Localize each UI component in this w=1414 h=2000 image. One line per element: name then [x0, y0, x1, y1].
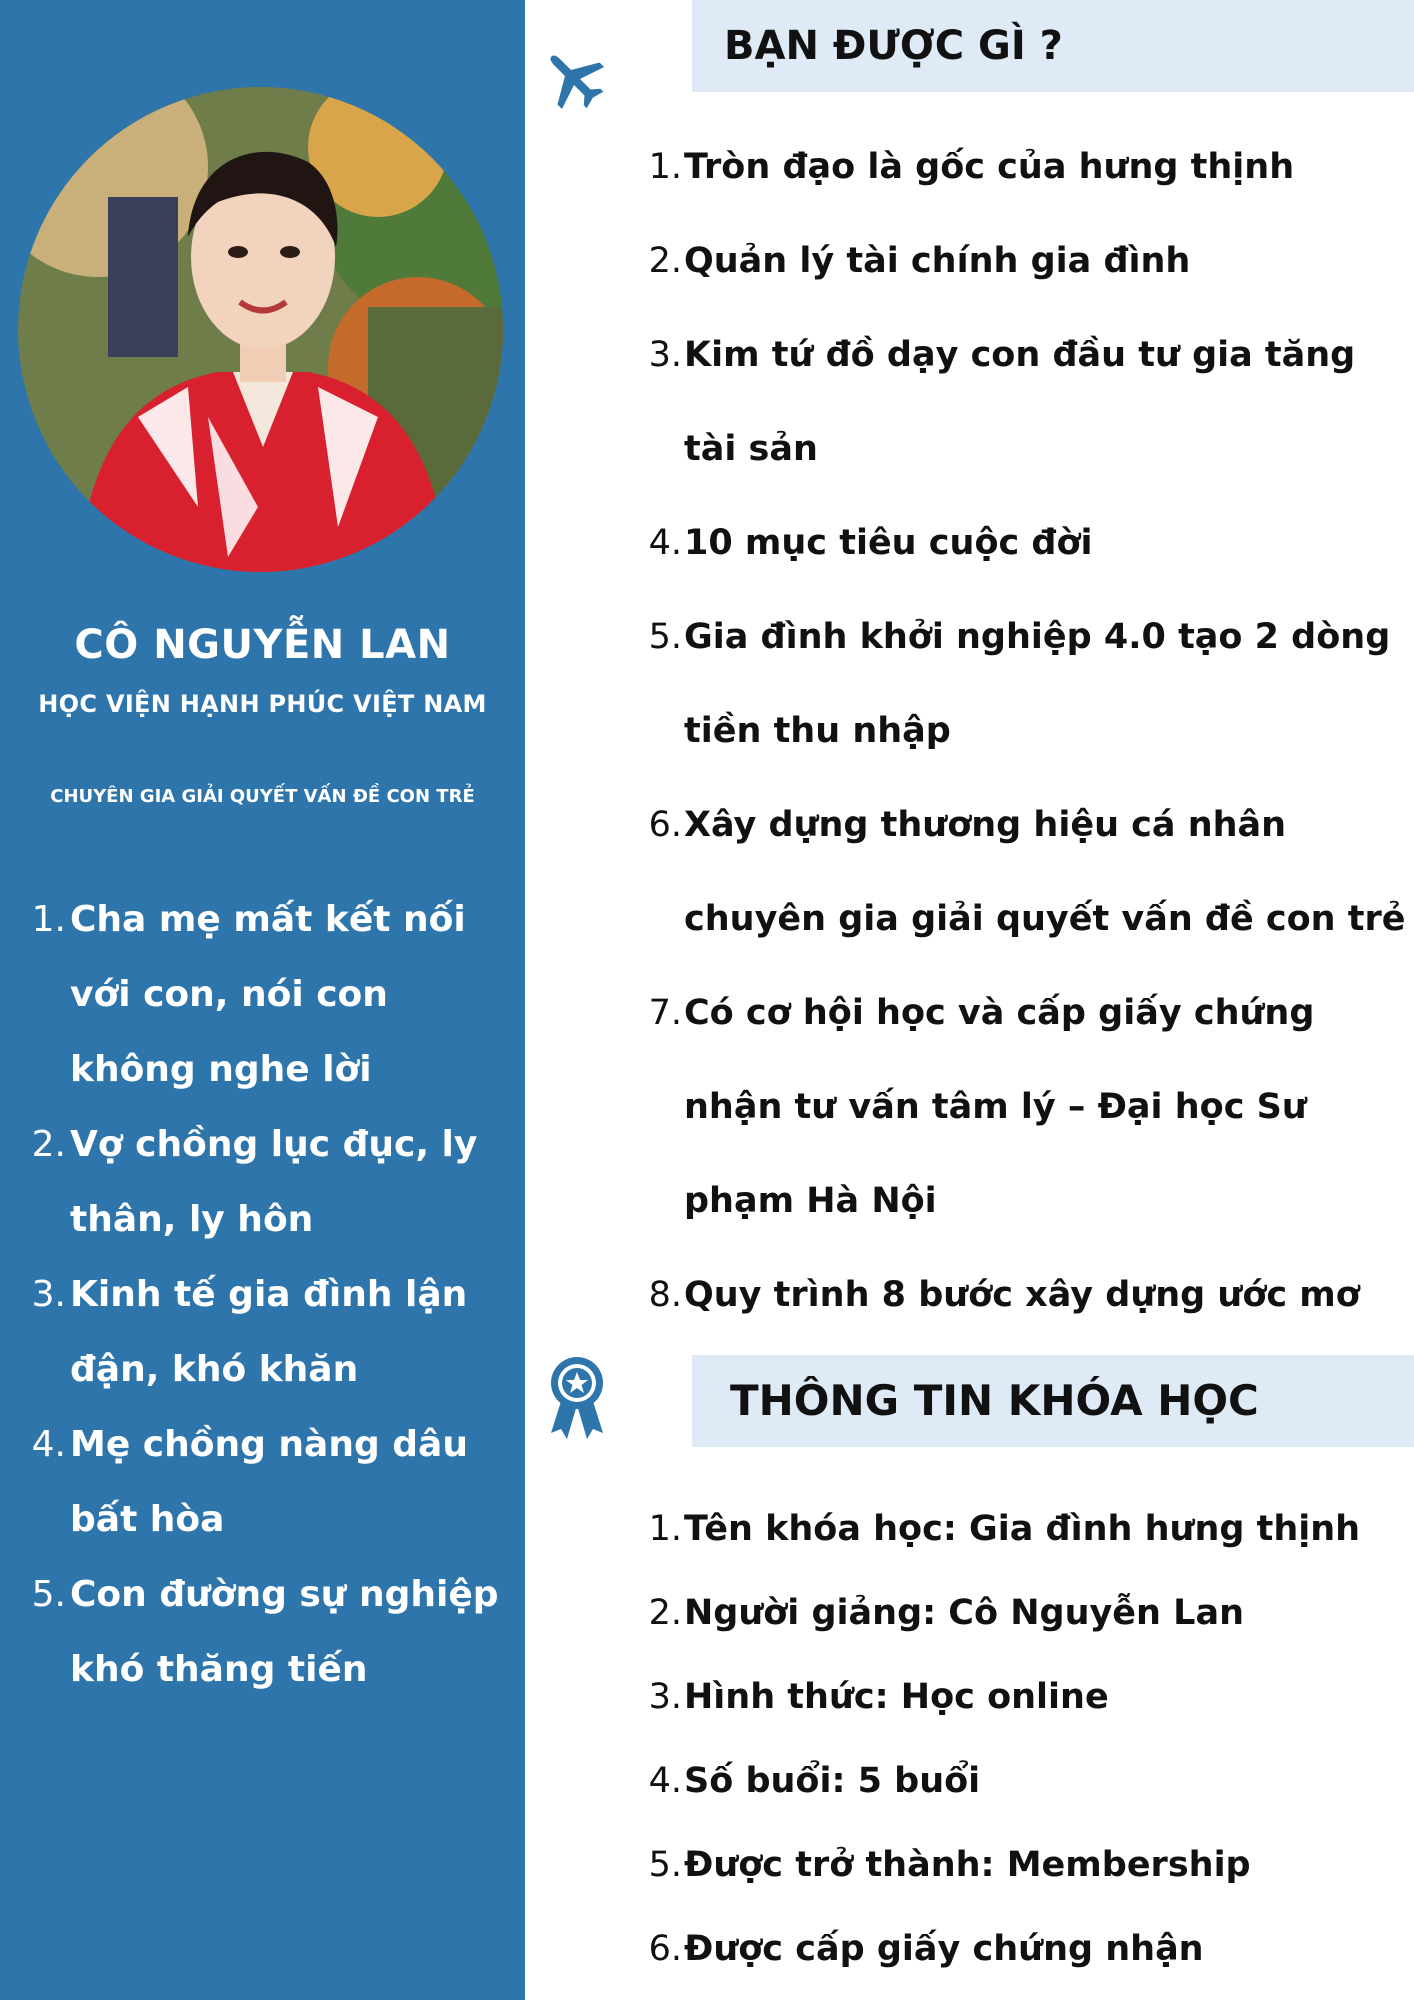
avatar-photo: [18, 87, 503, 572]
list-number: 6.: [648, 805, 682, 845]
list-item: [640, 778, 1414, 966]
list-text: Tròn đạo là gốc của hưng thịnh: [684, 147, 1295, 187]
list-item: [30, 1257, 525, 1407]
list-item: [640, 966, 1414, 1248]
specialty-title: CHUYÊN GIA GIẢI QUYẾT VẤN ĐỀ CON TRẺ: [50, 786, 475, 807]
problems-list: [30, 882, 525, 1707]
list-text: Được cấp giấy chứng nhận: [684, 1929, 1204, 1969]
list-text: Kinh tế gia đình lận đận, khó khăn: [70, 1274, 468, 1390]
list-number: 3.: [31, 1274, 66, 1315]
avatar: [18, 87, 503, 572]
list-text: Người giảng: Cô Nguyễn Lan: [684, 1593, 1244, 1633]
list-text: Vợ chồng lục đục, ly thân, ly hôn: [70, 1124, 478, 1240]
list-item: [640, 590, 1414, 778]
list-number: 4.: [648, 523, 682, 563]
list-number: 3.: [648, 335, 682, 375]
list-item: [640, 1571, 1414, 1655]
list-number: 2.: [648, 241, 682, 281]
list-item: [640, 1655, 1414, 1739]
list-number: 5.: [648, 617, 682, 657]
list-number: 2.: [648, 1593, 682, 1633]
list-text: Quản lý tài chính gia đình: [684, 241, 1191, 281]
benefits-list: [640, 120, 1414, 1342]
list-item: [30, 1107, 525, 1257]
list-number: 1.: [648, 147, 682, 187]
list-number: 2.: [31, 1124, 66, 1165]
course-info-banner: THÔNG TIN KHÓA HỌC: [692, 1355, 1414, 1447]
instructor-name: CÔ NGUYỄN LAN: [74, 622, 451, 668]
list-text: Kim tứ đồ dạy con đầu tư gia tăng tài sản: [684, 335, 1356, 469]
list-item: [640, 120, 1414, 214]
list-number: 5.: [31, 1574, 66, 1615]
list-item: [640, 308, 1414, 496]
list-item: [30, 1407, 525, 1557]
list-item: [30, 1557, 525, 1707]
list-item: [640, 1823, 1414, 1907]
list-text: Số buổi: 5 buổi: [684, 1761, 981, 1801]
list-text: Quy trình 8 bước xây dựng ước mơ: [684, 1275, 1360, 1315]
course-info-list: [640, 1487, 1414, 1991]
list-text: Con đường sự nghiệp khó thăng tiến: [70, 1574, 499, 1690]
list-text: Tên khóa học: Gia đình hưng thịnh: [684, 1509, 1361, 1549]
list-text: Cha mẹ mất kết nối với con, nói con không nghe lời: [70, 899, 466, 1090]
list-number: 6.: [648, 1929, 682, 1969]
list-text: Mẹ chồng nàng dâu bất hòa: [70, 1424, 468, 1540]
organization-name: HỌC VIỆN HẠNH PHÚC VIỆT NAM: [38, 690, 487, 718]
list-text: Xây dựng thương hiệu cá nhân chuyên gia giải quyết vấn đề con trẻ: [684, 805, 1406, 939]
list-text: Được trở thành: Membership: [684, 1845, 1251, 1885]
list-item: [640, 496, 1414, 590]
list-item: [640, 214, 1414, 308]
list-text: Hình thức: Học online: [684, 1677, 1109, 1717]
list-text: 10 mục tiêu cuộc đời: [684, 523, 1093, 563]
profile-panel: [0, 0, 525, 2000]
list-item: [640, 1739, 1414, 1823]
list-item: [30, 882, 525, 1107]
airplane-icon: [540, 45, 608, 113]
list-number: 4.: [648, 1761, 682, 1801]
list-item: [640, 1487, 1414, 1571]
benefits-banner: BẠN ĐƯỢC GÌ ?: [692, 0, 1414, 92]
list-number: 1.: [648, 1509, 682, 1549]
list-number: 3.: [648, 1677, 682, 1717]
list-number: 8.: [648, 1275, 682, 1315]
award-ribbon-icon: [545, 1355, 609, 1439]
list-number: 1.: [31, 899, 66, 940]
list-text: Có cơ hội học và cấp giấy chứng nhận tư vấn tâm lý – Đại học Sư phạm Hà Nội: [684, 993, 1315, 1221]
list-item: [640, 1907, 1414, 1991]
list-number: 7.: [648, 993, 682, 1033]
list-number: 5.: [648, 1845, 682, 1885]
list-number: 4.: [31, 1424, 66, 1465]
list-text: Gia đình khởi nghiệp 4.0 tạo 2 dòng tiền thu nhập: [684, 617, 1391, 751]
list-item: [640, 1248, 1414, 1342]
